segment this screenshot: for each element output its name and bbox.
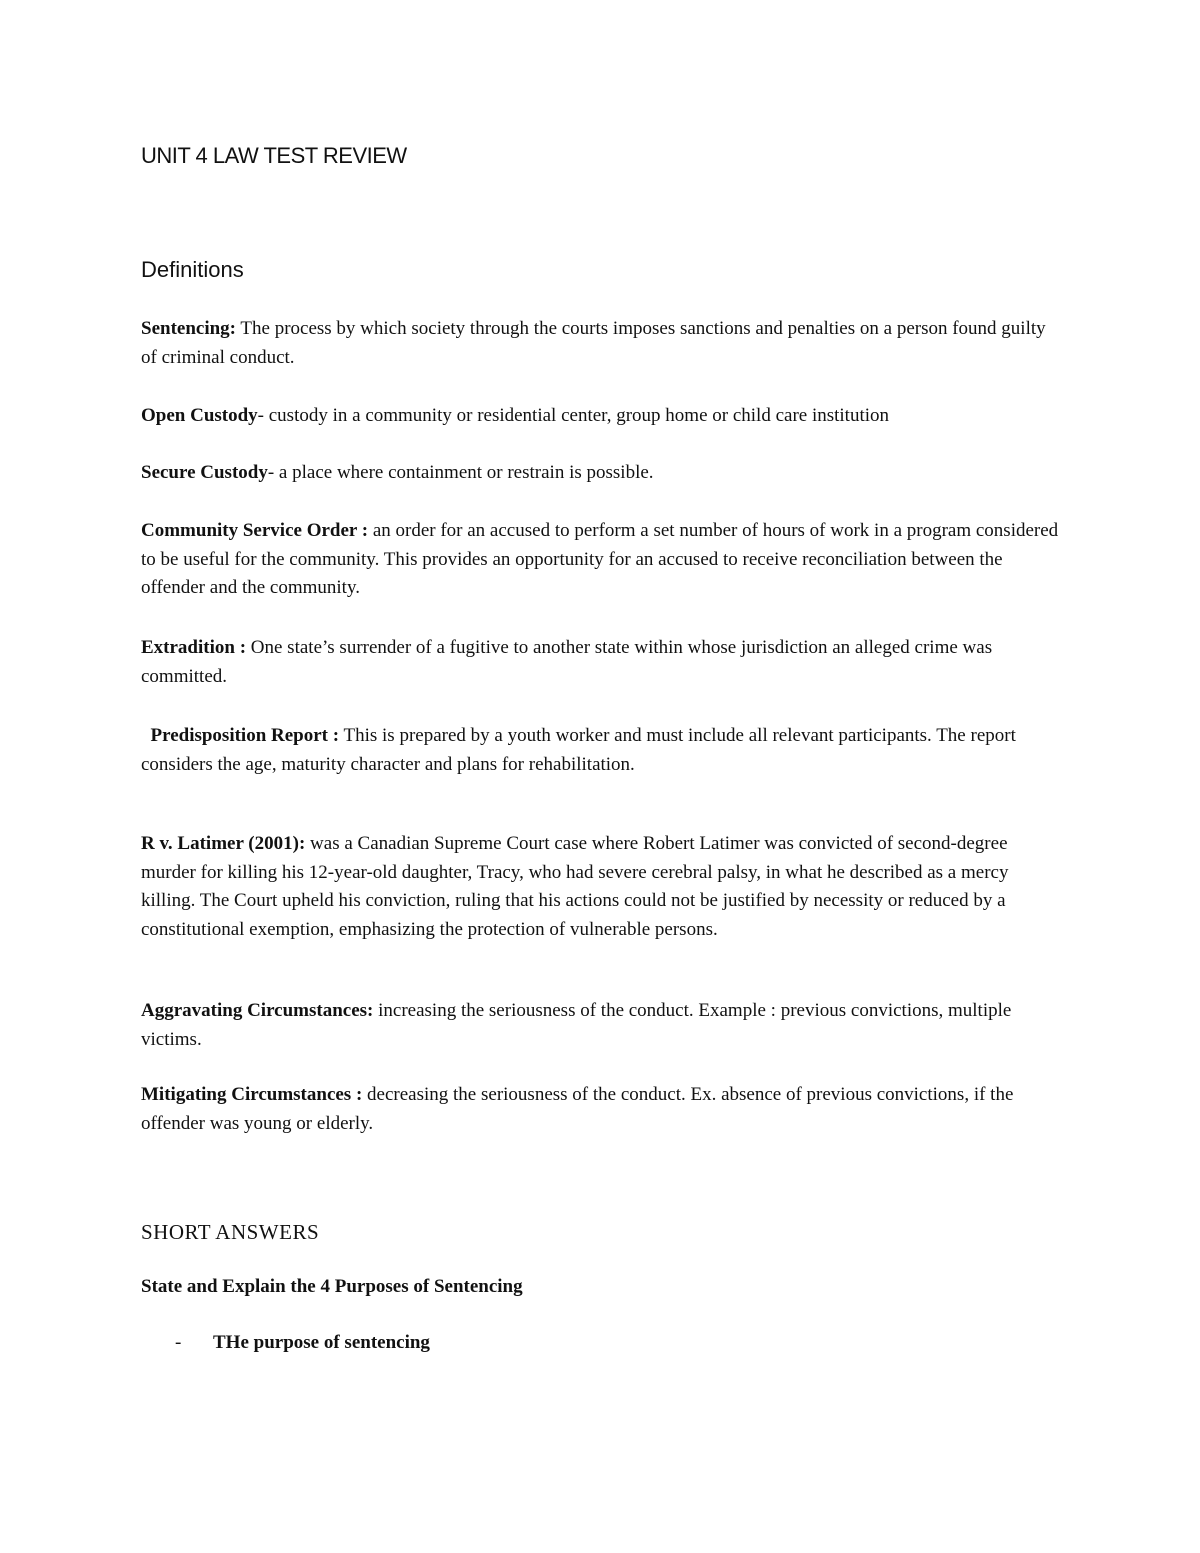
definition-text: was a Canadian Supreme Court case where Robert Latimer was convicted of second-degree murder for killing his 12-year-old daughter, Tracy, who had severe cerebral palsy, in what he described as a mercy killing. The Court upheld his conviction, ruling that his actions could not be justified by necessity or reduced by a constitutional exemption, emphasizing the protection of vulnerable persons. [141, 833, 1009, 940]
short-answers-heading: SHORT ANSWERS [141, 1220, 320, 1244]
definitions-heading: Definitions [141, 257, 244, 282]
answer-bullet-list [141, 1332, 430, 1354]
definition-predisposition-report [141, 722, 1066, 779]
definition-sentencing [141, 315, 1066, 372]
definition-text: This is prepared by a youth worker and must include all relevant participants. The report considers the age, maturity character and plans for rehabilitation. [141, 725, 1021, 775]
definition-secure-custody [141, 459, 1066, 488]
definition-text: - custody in a community or residential center, group home or child care institution [257, 405, 890, 426]
definition-term: Sentencing: [141, 318, 236, 339]
definition-term: Extradition : [141, 637, 247, 658]
definition-term: R v. Latimer (2001): [141, 833, 306, 854]
definition-text: an order for an accused to perform a set number of hours of work in a program considered to be useful for the community. This provides an opportunity for an accused to receive reconciliation between the offender and the community. [141, 520, 1059, 598]
definition-community-service-order [141, 517, 1066, 603]
definition-term: Predisposition Report : [141, 725, 340, 746]
definition-term: Community Service Order : [141, 520, 369, 541]
short-answer-question: State and Explain the 4 Purposes of Sentencing [141, 1276, 523, 1297]
definition-term: Secure Custody [141, 462, 268, 483]
definition-term: Open Custody [141, 405, 258, 426]
definition-text: decreasing the seriousness of the conduct. Ex. absence of previous convictions, if the offender was young or elderly. [141, 1084, 1014, 1134]
definition-r-v-latimer [141, 830, 1066, 944]
bullet-marker: - [175, 1332, 182, 1353]
definition-text: - a place where containment or restrain is possible. [267, 462, 654, 483]
list-item [141, 1332, 430, 1354]
definition-mitigating-circumstances [141, 1081, 1066, 1138]
definition-open-custody [141, 402, 1066, 431]
definition-extradition [141, 634, 1066, 691]
bullet-text: THe purpose of sentencing [213, 1332, 430, 1353]
definition-term: Aggravating Circumstances: [141, 1000, 374, 1021]
definition-text: increasing the seriousness of the conduct. Example : previous convictions, multiple victims. [141, 1000, 1012, 1050]
definition-text: One state’s surrender of a fugitive to another state within whose jurisdiction an alleged crime was committed. [141, 637, 993, 687]
definition-aggravating-circumstances [141, 997, 1066, 1054]
definition-term: Mitigating Circumstances : [141, 1084, 363, 1105]
definition-text: The process by which society through the courts imposes sanctions and penalties on a person found guilty of criminal conduct. [141, 318, 1046, 368]
document-title: UNIT 4 LAW TEST REVIEW [141, 143, 407, 168]
